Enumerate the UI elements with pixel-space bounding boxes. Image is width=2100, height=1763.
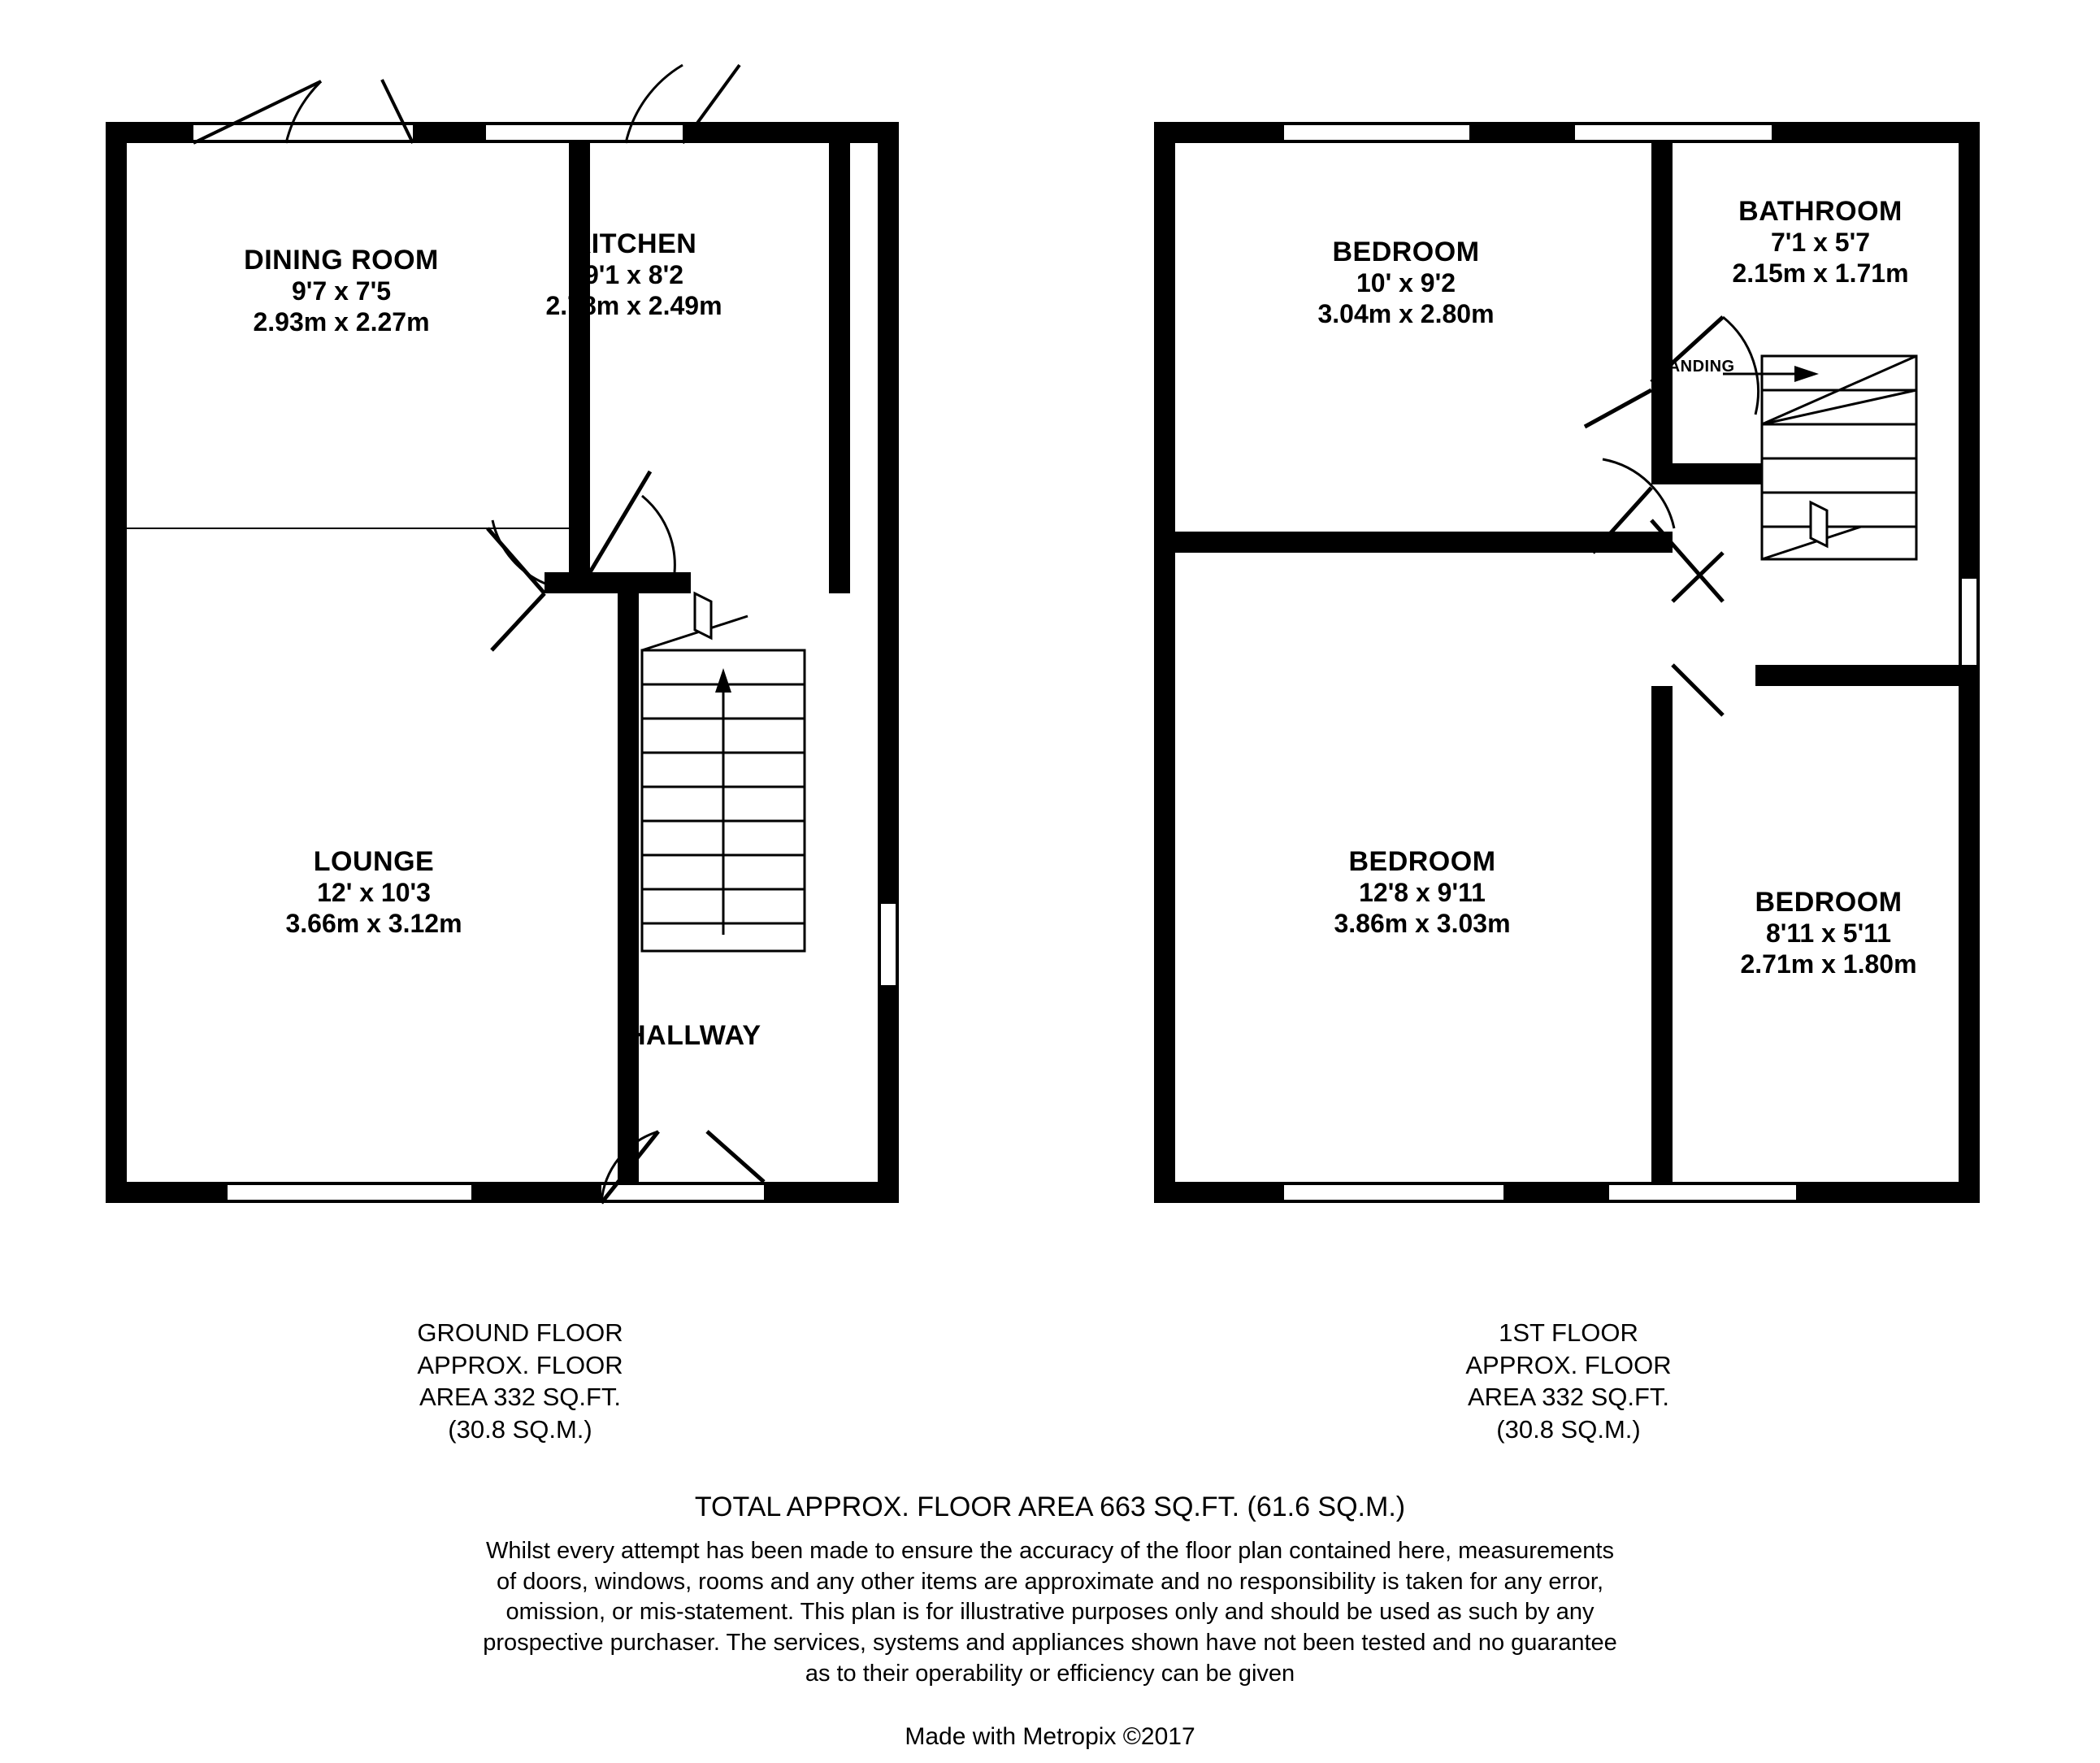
- ground-floor-plan: [106, 33, 918, 1203]
- summary-line: 1ST FLOOR: [1499, 1318, 1638, 1347]
- disclaimer-line: prospective purchaser. The services, systems and appliances shown have not been tested and no guarantee: [483, 1630, 1617, 1657]
- ground-floor-area-summary: [268, 1317, 772, 1446]
- wall-lounge-top: [545, 572, 639, 593]
- wall-ground-bottom-left: [106, 1182, 228, 1203]
- room-label-bedroom-2: [1219, 845, 1625, 940]
- room-dim-imperial: 8'11 x 5'11: [1765, 918, 1892, 949]
- window-bedroom3-rear: [1609, 1182, 1796, 1203]
- room-label-bedroom-1: [1203, 236, 1609, 330]
- wall-ground-bottom-right: [764, 1182, 899, 1203]
- wall-landing-bottom: [1755, 665, 1980, 686]
- wall-hall-right-upper: [829, 143, 850, 501]
- window-bathroom-front: [1575, 122, 1772, 143]
- wall-bedroom2-right: [1651, 686, 1673, 1182]
- credit-line: Made with Metropix ©2017: [905, 1723, 1195, 1750]
- room-dim-imperial: 9'1 x 8'2: [584, 260, 683, 290]
- wall-first-bottom-mid: [1503, 1182, 1609, 1203]
- wall-ground-top-mid: [413, 122, 486, 143]
- wall-lounge-right: [618, 593, 639, 1182]
- wall-bedroom1-bottom: [1175, 532, 1673, 553]
- wall-ground-right: [878, 122, 899, 1203]
- disclaimer-line: as to their operability or efficiency can be given: [805, 1660, 1295, 1687]
- summary-line: AREA 332 SQ.FT.: [419, 1383, 622, 1412]
- window-bedroom2-rear: [1284, 1182, 1503, 1203]
- room-dim-metric: 3.86m x 3.03m: [1334, 908, 1511, 938]
- room-name: LOUNGE: [313, 846, 435, 877]
- room-name: BEDROOM: [1348, 846, 1496, 877]
- room-name: BEDROOM: [1755, 887, 1903, 918]
- summary-line: (30.8 SQ.M.): [448, 1415, 592, 1444]
- summary-line: (30.8 SQ.M.): [1496, 1415, 1641, 1444]
- room-dim-metric: 3.66m x 3.12m: [285, 908, 462, 938]
- window-kitchen-front: [486, 122, 683, 143]
- room-dim-imperial: 12' x 10'3: [317, 878, 431, 908]
- wall-bedroom1-bathroom-divider: [1651, 143, 1673, 484]
- room-label-lounge: [171, 845, 577, 940]
- wall-first-top-right: [1772, 122, 1980, 143]
- wall-dining-kitchen-divider: [569, 143, 590, 593]
- room-label-landing: LANDING: [1658, 358, 1735, 376]
- room-label-bedroom-3: [1674, 886, 1983, 980]
- summary-line: AREA 332 SQ.FT.: [1467, 1383, 1670, 1412]
- room-name: KITCHEN: [571, 228, 697, 259]
- summary-line: GROUND FLOOR: [417, 1318, 623, 1347]
- wall-ground-left: [106, 122, 127, 1203]
- wall-first-bottom-right: [1796, 1182, 1980, 1203]
- room-dim-metric: 2.78m x 2.49m: [545, 290, 722, 320]
- room-dim-imperial: 7'1 x 5'7: [1771, 228, 1870, 258]
- room-name: BEDROOM: [1332, 237, 1480, 267]
- ground-detail-lines: [106, 33, 918, 1203]
- first-floor-plan: [1154, 33, 1991, 1203]
- wall-first-top-mid: [1469, 122, 1575, 143]
- wall-bathroom-bottom: [1673, 463, 1851, 484]
- summary-line: APPROX. FLOOR: [417, 1350, 623, 1379]
- room-dim-metric: 3.04m x 2.80m: [1317, 298, 1495, 328]
- window-hallway-side: [878, 904, 899, 985]
- room-label-bathroom: [1658, 195, 1983, 289]
- room-label-hallway: HALLWAY: [626, 1020, 761, 1051]
- room-label-kitchen: [463, 228, 805, 322]
- wall-first-bottom-left: [1154, 1182, 1284, 1203]
- room-name: DINING ROOM: [244, 245, 439, 276]
- wall-first-left: [1154, 122, 1175, 1203]
- disclaimer-line: of doors, windows, rooms and any other items are approximate and no responsibility is taken for any error,: [496, 1568, 1604, 1595]
- window-lounge-rear: [228, 1182, 471, 1203]
- window-hallway-rear: [601, 1182, 764, 1203]
- room-name: BATHROOM: [1738, 196, 1903, 227]
- summary-line: APPROX. FLOOR: [1465, 1350, 1672, 1379]
- room-dim-metric: 2.15m x 1.71m: [1732, 258, 1909, 288]
- window-bedroom1-front: [1284, 122, 1469, 143]
- room-dim-imperial: 9'7 x 7'5: [292, 276, 391, 306]
- room-dim-metric: 2.93m x 2.27m: [253, 306, 430, 337]
- room-dim-imperial: 12'8 x 9'11: [1359, 878, 1486, 908]
- wall-ground-top-left: [106, 122, 193, 143]
- disclaimer-text: [319, 1536, 1781, 1689]
- total-floor-area: TOTAL APPROX. FLOOR AREA 663 SQ.FT. (61.6 SQ.M.): [694, 1492, 1406, 1522]
- disclaimer-line: Whilst every attempt has been made to ensure the accuracy of the floor plan contained here, measurements: [486, 1538, 1614, 1564]
- first-floor-area-summary: [1317, 1317, 1820, 1446]
- wall-ground-bottom-mid: [471, 1182, 601, 1203]
- room-dim-imperial: 10' x 9'2: [1356, 268, 1456, 298]
- window-landing-side: [1959, 579, 1980, 670]
- wall-hall-upper: [829, 500, 850, 593]
- disclaimer-line: omission, or mis-statement. This plan is for illustrative purposes only and should be used as such by any: [505, 1599, 1595, 1626]
- room-dim-metric: 2.71m x 1.80m: [1740, 949, 1917, 979]
- wall-first-top-left: [1154, 122, 1284, 143]
- window-dining-front: [193, 122, 413, 143]
- wall-ground-top-right: [683, 122, 899, 143]
